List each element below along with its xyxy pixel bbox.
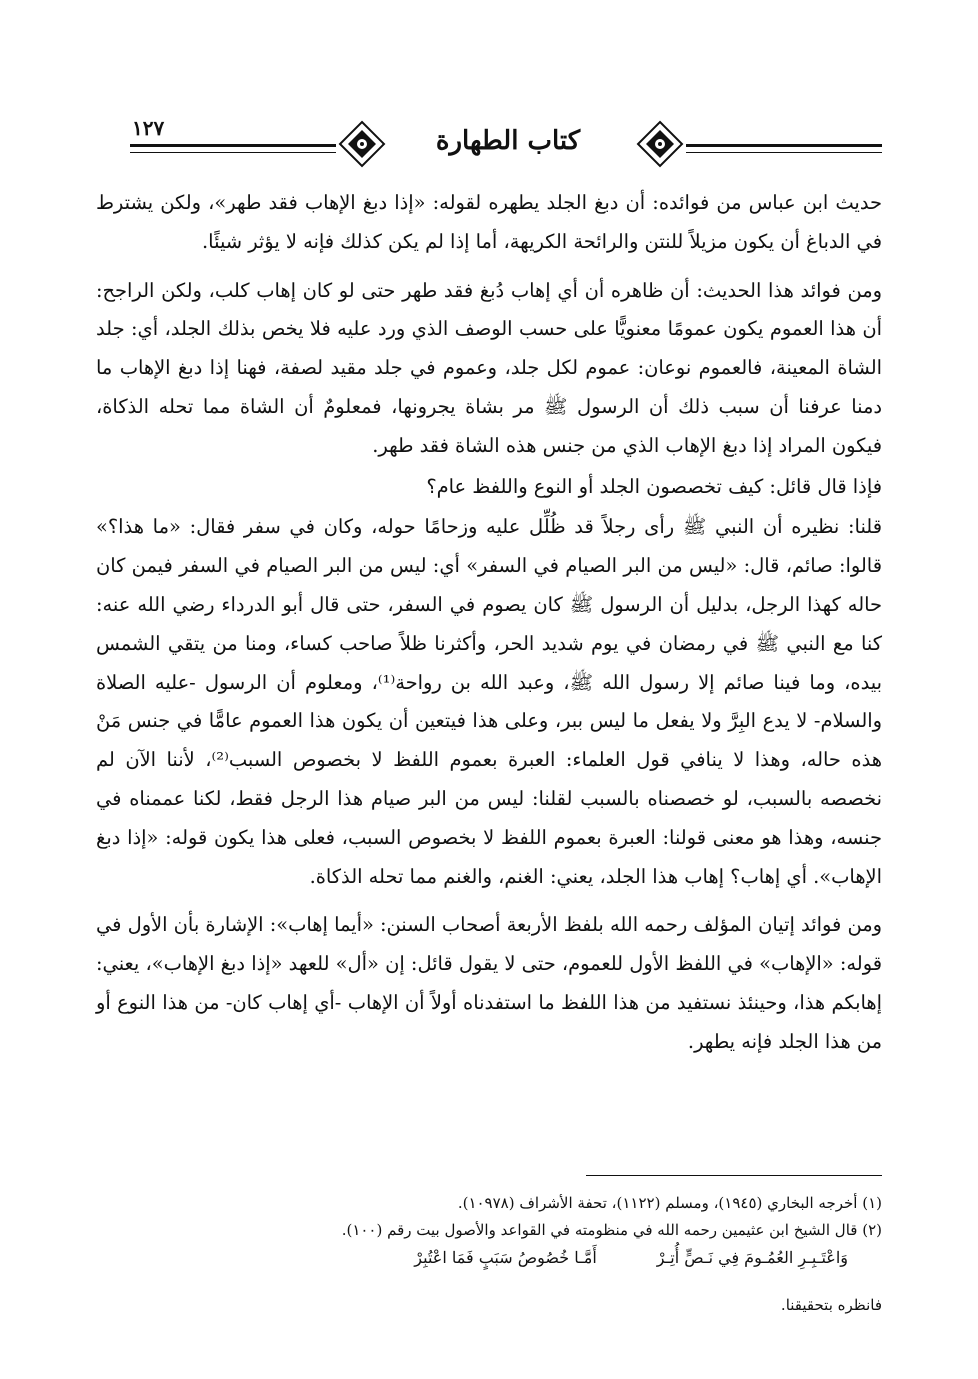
paragraph: قلنا: نظيره أن النبي ﷺ رأى رجلاً قد ظُلِّل عليه وزحامًا حوله، وكان في سفر فقال: «ما هذا؟» قالوا: صائم، قال: «ليس من البر الصيام في السفر» أي: ليس من البر الصيام في السفر فيمن كان حاله كهذا الرجل، بدليل أن الرسول ﷺ كان يصوم في السفر، حتى قال أبو الدرداء رضي الله عنه: كنا مع النبي ﷺ في رمضان في يوم شديد الحر، وأكثرنا ظلاً صاحب كساء، ومنا من يتقي الشمس بيده، وما فينا صائم إلا رسول الله ﷺ، وعبد الله بن رواحة⁽¹⁾، ومعلوم أن الرسول -عليه الصلاة والسلام- لا يدع البِرَّ ولا يفعل ما ليس ببر، وعلى هذا فيتعين أن يكون هذا العموم عامًّا في جنس مَنْ هذه حاله، وهذا لا ينافي قول العلماء: العبرة بعموم اللفظ لا بخصوص السبب⁽²⁾، لأننا الآن لم نخصصه بالسبب، لو خصصناه بالسبب لقلنا: ليس من البر صيام هذا الرجل فقط، لكنا عممناه في جنسه، وهذا هو معنى قولنا: العبرة بعموم اللفظ لا بخصوص السبب، فعلى هذا يكون قوله: «إذا دبغ الإهاب». أي إهاب؟ إهاب هذا الجلد، يعني: الغنم، والغنم مما تحله الذكاة. xyxy=(96,515,882,888)
main-text xyxy=(96,184,882,1062)
page-title: كتاب الطهارة xyxy=(435,126,581,156)
header-rule-left xyxy=(130,144,336,153)
footnote-divider xyxy=(586,1175,882,1176)
footnotes xyxy=(96,1190,882,1319)
footnote-2: (٢) قال الشيخ ابن عثيمين رحمه الله في منظومته في القواعد والأصول بيت رقم (١٠٠). xyxy=(341,1221,882,1239)
verse-second-hemistich: أَمَّـا خُصُوصُ سَبَبٍ فَمَا اعْتُبِرْ xyxy=(414,1248,597,1267)
paragraph: ومن فوائد هذا الحديث: أن ظاهره أن أي إهاب دُبغ فقد طهر حتى لو كان إهاب كلب، ولكن الراجح: أن هذا العموم يكون عمومًا معنويًّا على حسب الوصف الذي ورد عليه فلا يخص بذلك الجلد، أي: جلد الشاة المعينة، فالعموم نوعان: عموم لكل جلد، وعموم في جلد مقيد لصفة، فهنا إذا دبغ الإهاب ما دمنا عرفنا أن سبب ذلك أن الرسول ﷺ مر بشاة يجرونها، فمعلومٌ أن الشاة مما تحله الذكاة، فيكون المراد إذا دبغ الإهاب الذي من جنس هذه الشاة فقد طهر. xyxy=(96,278,882,457)
footnote-closing: فانظره بتحقيقنا. xyxy=(780,1296,882,1314)
paragraph: فإذا قال قائل: كيف تخصصون الجلد أو النوع واللفظ عام؟ xyxy=(426,474,882,498)
page-number: ١٢٧ xyxy=(132,116,165,140)
verse xyxy=(96,1244,848,1272)
ornament-left-icon xyxy=(336,118,388,170)
paragraph: حديث ابن عباس من فوائده: أن دبغ الجلد يطهره لقوله: «إذا دبغ الإهاب فقد طهر»، ولكن يشترط في الدباغ أن يكون مزيلاً للنتن والرائحة الكريهة، أما إذا لم يكن كذلك فإنه لا يؤثر شيئًا. xyxy=(96,191,882,253)
header-rule-right xyxy=(686,144,882,153)
footnote-1: (١) أخرجه البخاري (١٩٤٥)، ومسلم (١١٢٢)، تحفة الأشراف (١٠٩٧٨). xyxy=(457,1194,882,1212)
page-header xyxy=(130,118,882,176)
verse-first-hemistich: وَاعْتَـبِـرِ العُمُـومَ فِي نَـصٍّ أُتِـرْ xyxy=(656,1248,848,1267)
ornament-right-icon xyxy=(634,118,686,170)
paragraph: ومن فوائد إتيان المؤلف رحمه الله بلفظ الأربعة أصحاب السنن: «أيما إهاب»: الإشارة بأن الأول في قوله: «الإهاب» في اللفظ الأول للعموم، حتى لا يقول قائل: إن «أل» للعهد «إذا دبغ الإهاب»، يعني: إهابكم هذا، وحينئذ نستفيد من هذا اللفظ ما استفدناه أولاً أن الإهاب -أي إهاب كان- من هذا النوع أو من هذا الجلد فإنه يطهر. xyxy=(96,913,882,1053)
